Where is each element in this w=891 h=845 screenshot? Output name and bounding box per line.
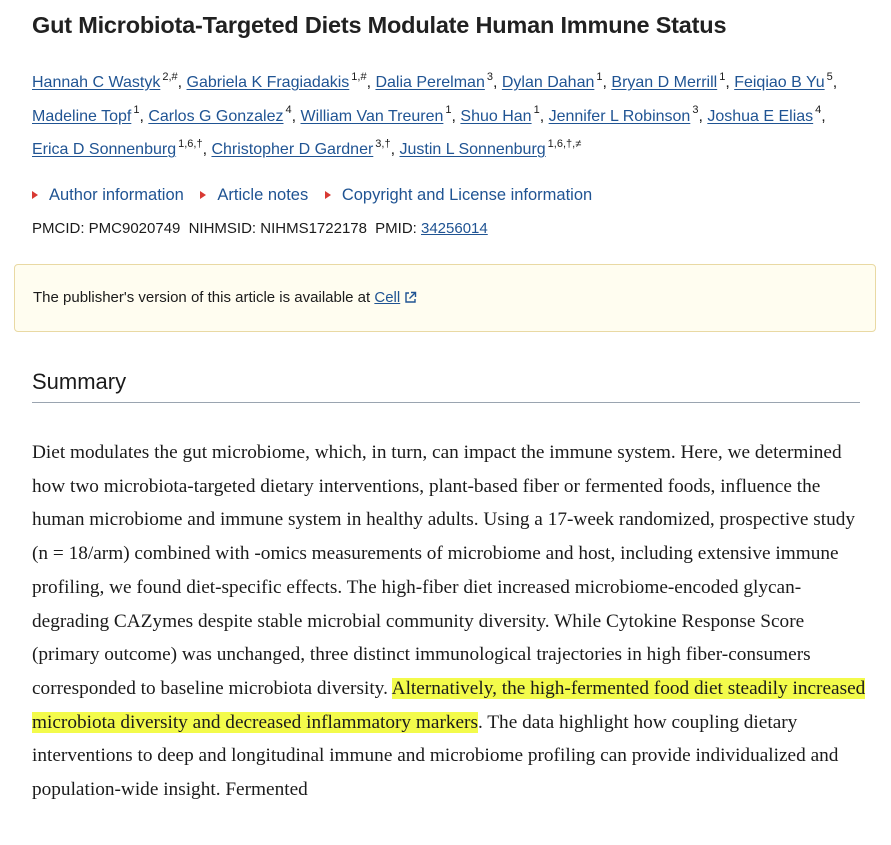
- author-separator: ,: [602, 74, 612, 91]
- article-title: Gut Microbiota-Targeted Diets Modulate Human Immune Status: [32, 12, 727, 38]
- article-notes-toggle[interactable]: [200, 186, 308, 205]
- author-separator: ,: [492, 74, 502, 91]
- publisher-notice: [14, 264, 876, 332]
- triangle-right-icon: [32, 191, 38, 199]
- author-affiliation: 3,†: [375, 137, 391, 150]
- highlighted-text: Alternatively, the high-fermented food diet steadily increased microbiota diversity and decreased inflammatory markers: [32, 677, 866, 733]
- pmcid: PMCID: PMC9020749: [32, 220, 181, 237]
- author-link[interactable]: Carlos G Gonzalez: [148, 107, 284, 125]
- author-separator: ,: [390, 141, 400, 158]
- pmid-label: PMID:: [375, 220, 421, 237]
- summary-heading: Summary: [32, 369, 127, 394]
- author-affiliation: 3: [692, 104, 699, 117]
- author-link[interactable]: William Van Treuren: [300, 107, 444, 125]
- author-separator: ,: [832, 74, 838, 91]
- author-link[interactable]: Joshua E Elias: [707, 107, 814, 125]
- article-notes-label: Article notes: [217, 185, 309, 204]
- author-link[interactable]: Justin L Sonnenburg: [399, 141, 546, 158]
- author-link[interactable]: Madeline Topf: [32, 107, 132, 125]
- publisher-link[interactable]: Cell: [374, 289, 401, 306]
- author-link[interactable]: Bryan D Merrill: [611, 74, 718, 91]
- summary-text: [32, 436, 867, 807]
- author-affiliation: 1: [596, 70, 603, 83]
- triangle-right-icon: [325, 191, 331, 199]
- pmid: [375, 220, 488, 237]
- author-affiliation: 4: [815, 104, 822, 117]
- author-affiliation: 3: [486, 70, 493, 83]
- article-identifiers: [32, 220, 492, 237]
- section-divider: [32, 402, 860, 403]
- author-affiliation: 1,#: [351, 70, 367, 83]
- author-separator: ,: [291, 107, 301, 125]
- author-separator: ,: [821, 107, 826, 125]
- author-link[interactable]: Shuo Han: [460, 107, 532, 125]
- author-affiliation: 2,#: [162, 70, 178, 83]
- copyright-toggle[interactable]: [325, 186, 592, 205]
- author-information-label: Author information: [49, 185, 184, 204]
- summary-text-before: Diet modulates the gut microbiome, which, in turn, can impact the immune system. Here, we determined how two microbiota-targeted dietary interventions, plant-based fiber or fermented foods, influence the human microbiome and immune system in healthy adults. Using a 17-week randomized, prospective study (n = 18/arm) combined with -omics measurements of microbiome and host, including extensive immune profiling, we found diet-specific effects. The high-fiber diet increased microbiome-encoded glycan-degrading CAZymes despite stable microbial community diversity. While Cytokine Response Score (primary outcome) was unchanged, three distinct immunological trajectories in high fiber-consumers corresponded to baseline microbiota diversity.: [32, 442, 856, 699]
- pmid-link[interactable]: 34256014: [421, 220, 488, 237]
- author-affiliation: 1,6,†,≠: [547, 137, 582, 150]
- author-separator: ,: [139, 107, 149, 125]
- author-affiliation: 5: [826, 70, 833, 83]
- copyright-label: Copyright and License information: [341, 185, 593, 204]
- triangle-right-icon: [200, 191, 206, 199]
- author-affiliation: 4: [285, 104, 292, 117]
- author-list: [32, 66, 864, 167]
- author-link[interactable]: Dalia Perelman: [375, 74, 485, 91]
- article-info-links: [32, 185, 604, 205]
- author-link[interactable]: Gabriela K Fragiadakis: [186, 74, 350, 91]
- author-separator: ,: [725, 74, 735, 91]
- author-link[interactable]: Erica D Sonnenburg: [32, 141, 177, 158]
- author-affiliation: 1: [533, 104, 540, 117]
- author-separator: ,: [177, 74, 187, 91]
- author-separator: ,: [698, 107, 708, 125]
- author-separator: ,: [366, 74, 376, 91]
- publisher-notice-label: The publisher's version of this article is available at: [33, 289, 375, 306]
- author-link[interactable]: Jennifer L Robinson: [548, 107, 691, 125]
- author-affiliation: 1: [133, 104, 140, 117]
- author-separator: ,: [451, 107, 461, 125]
- author-link[interactable]: Christopher D Gardner: [211, 141, 374, 158]
- author-separator: ,: [539, 107, 549, 125]
- author-link[interactable]: Dylan Dahan: [501, 74, 595, 91]
- author-information-toggle[interactable]: [32, 186, 184, 205]
- external-link-icon: [404, 291, 417, 304]
- publisher-notice-text: [33, 289, 417, 306]
- author-separator: ,: [202, 141, 212, 158]
- nihmsid: NIHMSID: NIHMS1722178: [188, 220, 367, 237]
- author-affiliation: 1: [719, 70, 726, 83]
- author-affiliation: 1: [445, 104, 452, 117]
- summary-text-after: . The data highlight how coupling dietary interventions to deep and longitudinal immune and microbiome profiling can provide individualized and population-wide insight. Fermented: [32, 711, 839, 801]
- author-affiliation: 1,6,†: [178, 137, 203, 150]
- author-link[interactable]: Hannah C Wastyk: [32, 74, 161, 91]
- author-link[interactable]: Feiqiao B Yu: [734, 74, 825, 91]
